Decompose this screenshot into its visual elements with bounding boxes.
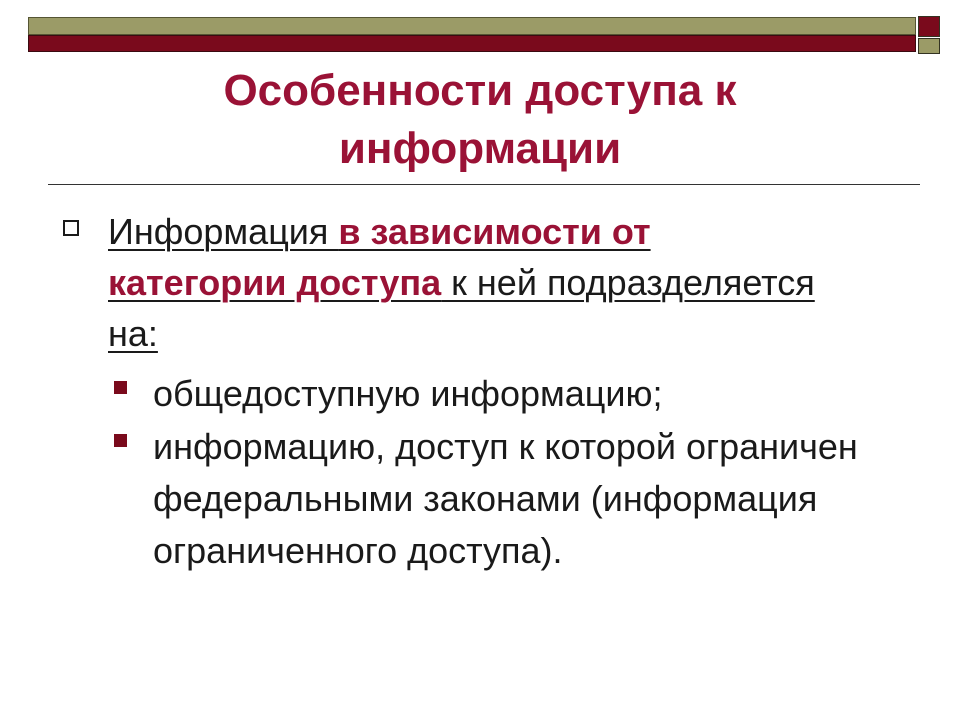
bullet-text-1 xyxy=(108,206,818,359)
title-line-1: Особенности доступа к xyxy=(223,66,737,115)
subbullet-item-2 xyxy=(108,421,888,577)
bullet-text-1-part1: Информация xyxy=(108,211,339,252)
subbullet-item-1 xyxy=(108,368,888,420)
square-bullet-icon xyxy=(114,381,127,394)
hollow-square-bullet-icon xyxy=(63,220,79,236)
slide-title xyxy=(120,62,840,178)
subbullet-text-2: информацию, доступ к которой ограничен федеральными законами (информация ограниченного доступа). xyxy=(153,426,858,571)
header-bar-olive xyxy=(28,17,916,35)
header-bar-maroon xyxy=(28,35,916,52)
title-line-2: информации xyxy=(338,124,622,173)
bullet-text-1-part3: к ней подразделяется на: xyxy=(108,262,815,354)
bullet-item-1 xyxy=(58,206,818,359)
corner-square-olive xyxy=(918,38,940,54)
title-divider xyxy=(48,184,920,185)
corner-square-maroon xyxy=(918,16,940,37)
square-bullet-icon xyxy=(114,434,127,447)
subbullet-text-1: общедоступную информацию; xyxy=(153,373,663,414)
bullet-text-1-emphasis: в зависимости от категории доступа xyxy=(108,211,651,303)
